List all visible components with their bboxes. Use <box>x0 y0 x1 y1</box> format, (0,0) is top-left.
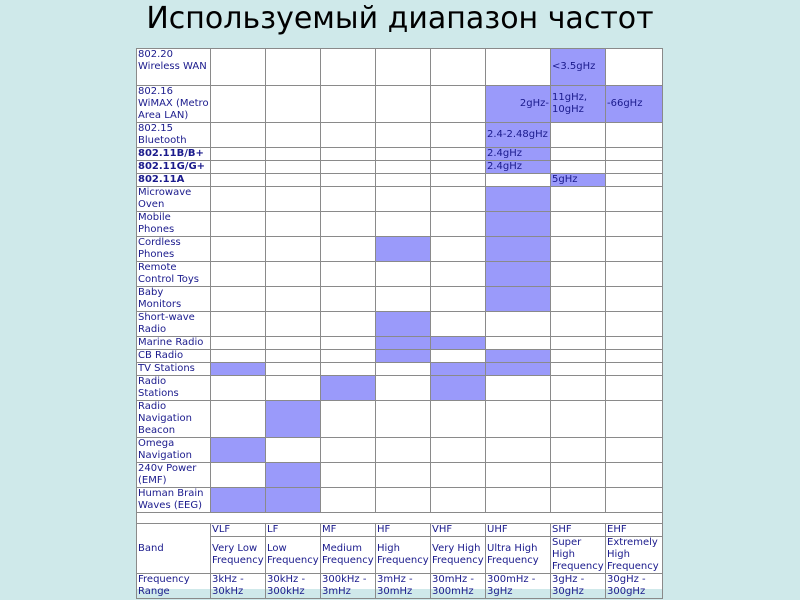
cell-lf <box>266 174 321 187</box>
band-name: Medium Frequency <box>321 537 376 574</box>
cell-ehf <box>606 212 663 237</box>
cell-ehf <box>606 350 663 363</box>
cell-uhf <box>486 237 551 262</box>
cell-vlf <box>211 401 266 438</box>
cell-hf <box>376 337 431 350</box>
cell-mf <box>321 123 376 148</box>
cell-lf <box>266 148 321 161</box>
cell-vlf <box>211 363 266 376</box>
frequency-range: 3gHz - 30gHz <box>551 574 606 599</box>
cell-lf <box>266 438 321 463</box>
cell-vlf <box>211 376 266 401</box>
cell-uhf <box>486 337 551 350</box>
band-code: EHF <box>606 524 663 537</box>
cell-hf <box>376 148 431 161</box>
cell-uhf: 2gHz- <box>486 86 551 123</box>
cell-shf <box>551 337 606 350</box>
cell-uhf <box>486 363 551 376</box>
cell-lf <box>266 350 321 363</box>
cell-shf <box>551 312 606 337</box>
table-row <box>137 262 663 287</box>
cell-shf <box>551 438 606 463</box>
cell-vhf <box>431 161 486 174</box>
cell-ehf <box>606 237 663 262</box>
cell-ehf <box>606 463 663 488</box>
band-name: Super High Frequency <box>552 537 604 572</box>
table-row <box>137 148 663 161</box>
cell-lf <box>266 463 321 488</box>
cell-mf <box>321 187 376 212</box>
row-label: 802.15 Bluetooth <box>137 123 211 148</box>
cell-hf <box>376 262 431 287</box>
cell-vlf <box>211 86 266 123</box>
cell-lf <box>266 86 321 123</box>
cell-mf <box>321 287 376 312</box>
cell-shf <box>551 187 606 212</box>
cell-shf <box>551 287 606 312</box>
cell-hf <box>376 401 431 438</box>
row-label: Mobile Phones <box>137 212 211 237</box>
cell-ehf <box>606 401 663 438</box>
cell-vhf <box>431 287 486 312</box>
cell-hf <box>376 376 431 401</box>
row-label: Cordless Phones <box>137 237 211 262</box>
cell-hf <box>376 174 431 187</box>
cell-uhf <box>486 262 551 287</box>
cell-ehf <box>606 312 663 337</box>
table-row <box>137 363 663 376</box>
row-label: Radio Navigation Beacon <box>137 401 211 438</box>
cell-shf <box>551 148 606 161</box>
cell-mf <box>321 376 376 401</box>
cell-uhf <box>486 212 551 237</box>
cell-lf <box>266 287 321 312</box>
table-row <box>137 463 663 488</box>
cell-uhf <box>486 312 551 337</box>
cell-vhf <box>431 350 486 363</box>
cell-hf <box>376 363 431 376</box>
cell-shf <box>551 401 606 438</box>
row-label: Baby Monitors <box>137 287 211 312</box>
cell-vlf <box>211 237 266 262</box>
cell-uhf <box>486 438 551 463</box>
cell-lf <box>266 376 321 401</box>
frequency-range: 300mHz - 3gHz <box>486 574 551 599</box>
row-label: 802.11B/B+ <box>137 148 211 161</box>
cell-lf <box>266 49 321 86</box>
cell-ehf <box>606 49 663 86</box>
cell-mf <box>321 174 376 187</box>
cell-hf <box>376 161 431 174</box>
cell-hf <box>376 237 431 262</box>
cell-hf <box>376 488 431 513</box>
cell-vlf <box>211 123 266 148</box>
table-row <box>137 49 663 86</box>
cell-mf <box>321 212 376 237</box>
cell-mf <box>321 262 376 287</box>
cell-vlf <box>211 161 266 174</box>
cell-shf <box>551 463 606 488</box>
cell-vhf <box>431 123 486 148</box>
frequency-table-panel <box>136 48 662 597</box>
cell-shf: 11gHz, 10gHz <box>551 86 606 123</box>
cell-vhf <box>431 401 486 438</box>
frequency-range: 30kHz - 300kHz <box>266 574 321 599</box>
frequency-range-row <box>137 574 663 599</box>
table-row <box>137 337 663 350</box>
row-label: 240v Power (EMF) <box>137 463 211 488</box>
cell-hf <box>376 86 431 123</box>
cell-lf <box>266 187 321 212</box>
cell-uhf <box>486 401 551 438</box>
cell-uhf: 2.4-2.48gHz <box>486 123 551 148</box>
row-label: Human Brain Waves (EEG) <box>137 488 211 513</box>
cell-vhf <box>431 438 486 463</box>
cell-vhf <box>431 376 486 401</box>
frequency-range-label: Frequency Range <box>137 574 211 599</box>
row-label: Radio Stations <box>137 376 211 401</box>
table-row <box>137 161 663 174</box>
cell-mf <box>321 148 376 161</box>
cell-ehf <box>606 376 663 401</box>
table-row <box>137 376 663 401</box>
table-row <box>137 287 663 312</box>
cell-mf <box>321 438 376 463</box>
frequency-range: 3kHz - 30kHz <box>211 574 266 599</box>
row-label: Microwave Oven <box>137 187 211 212</box>
table-row <box>137 86 663 123</box>
cell-mf <box>321 350 376 363</box>
band-code: VLF <box>211 524 266 537</box>
band-name: Ultra High Frequency <box>486 537 551 574</box>
cell-mf <box>321 237 376 262</box>
cell-uhf <box>486 350 551 363</box>
cell-shf: <3.5gHz <box>551 49 606 86</box>
cell-ehf <box>606 363 663 376</box>
spacer-row <box>137 513 663 524</box>
cell-ehf <box>606 438 663 463</box>
frequency-range: 30mHz - 300mHz <box>431 574 486 599</box>
cell-lf <box>266 401 321 438</box>
band-name: High Frequency <box>376 537 431 574</box>
cell-shf <box>551 161 606 174</box>
cell-vhf <box>431 49 486 86</box>
cell-vhf <box>431 337 486 350</box>
cell-lf <box>266 488 321 513</box>
row-label: Omega Navigation <box>137 438 211 463</box>
band-code: SHF <box>551 524 606 537</box>
table-row <box>137 187 663 212</box>
table-row <box>137 312 663 337</box>
cell-vhf <box>431 312 486 337</box>
cell-vlf <box>211 262 266 287</box>
spacer-cell <box>137 513 663 524</box>
band-name: Very Low Frequency <box>211 537 266 574</box>
cell-vlf <box>211 49 266 86</box>
table-row <box>137 123 663 148</box>
band-code: HF <box>376 524 431 537</box>
cell-vlf <box>211 148 266 161</box>
cell-mf <box>321 488 376 513</box>
band-name: Extremely High Frequency <box>606 537 663 574</box>
cell-uhf <box>486 174 551 187</box>
row-label: 802.16 WiMAX (Metro Area LAN) <box>138 86 209 121</box>
row-label: 802.11A <box>137 174 211 187</box>
cell-shf <box>551 488 606 513</box>
row-label: Remote Control Toys <box>137 262 211 287</box>
row-label: Short-wave Radio <box>137 312 211 337</box>
cell-mf <box>321 49 376 86</box>
cell-lf <box>266 123 321 148</box>
cell-vhf <box>431 86 486 123</box>
table-row <box>137 350 663 363</box>
cell-mf <box>321 161 376 174</box>
cell-shf <box>551 376 606 401</box>
row-label: TV Stations <box>137 363 211 376</box>
cell-lf <box>266 161 321 174</box>
band-code: LF <box>266 524 321 537</box>
cell-lf <box>266 337 321 350</box>
cell-mf <box>321 401 376 438</box>
cell-uhf <box>486 49 551 86</box>
band-code: UHF <box>486 524 551 537</box>
cell-vlf <box>211 212 266 237</box>
cell-uhf <box>486 463 551 488</box>
cell-ehf: -66gHz <box>606 86 663 123</box>
band-name: Low Frequency <box>266 537 321 574</box>
cell-shf <box>551 350 606 363</box>
band-code: MF <box>321 524 376 537</box>
cell-mf <box>321 363 376 376</box>
cell-vhf <box>431 488 486 513</box>
cell-vhf <box>431 187 486 212</box>
cell-lf <box>266 237 321 262</box>
cell-vhf <box>431 174 486 187</box>
cell-lf <box>266 212 321 237</box>
cell-vlf <box>211 488 266 513</box>
cell-ehf <box>606 148 663 161</box>
cell-shf <box>551 262 606 287</box>
band-label: Band <box>137 524 211 574</box>
band-code: VHF <box>431 524 486 537</box>
cell-uhf: 2.4gHz <box>486 148 551 161</box>
cell-vhf <box>431 463 486 488</box>
cell-shf <box>551 123 606 148</box>
table-row <box>137 174 663 187</box>
cell-vlf <box>211 350 266 363</box>
table-row <box>137 438 663 463</box>
frequency-range: 300kHz - 3mHz <box>321 574 376 599</box>
cell-hf <box>376 287 431 312</box>
table-row <box>137 237 663 262</box>
cell-ehf <box>606 488 663 513</box>
band-name: Very High Frequency <box>431 537 486 574</box>
cell-ehf <box>606 174 663 187</box>
slide-title: Используемый диапазон частот <box>146 1 654 36</box>
cell-hf <box>376 438 431 463</box>
cell-lf <box>266 312 321 337</box>
cell-ehf <box>606 337 663 350</box>
cell-uhf <box>486 187 551 212</box>
cell-vlf <box>211 287 266 312</box>
cell-vhf <box>431 363 486 376</box>
cell-ehf <box>606 262 663 287</box>
cell-shf <box>551 212 606 237</box>
cell-uhf <box>486 488 551 513</box>
row-label: 802.11G/G+ <box>137 161 211 174</box>
frequency-range: 3mHz - 30mHz <box>376 574 431 599</box>
cell-vlf <box>211 463 266 488</box>
cell-vhf <box>431 237 486 262</box>
row-label: Marine Radio <box>137 337 211 350</box>
cell-ehf <box>606 123 663 148</box>
cell-vhf <box>431 212 486 237</box>
cell-mf <box>321 337 376 350</box>
table-row <box>137 212 663 237</box>
table-row <box>137 401 663 438</box>
band-code-row <box>137 524 663 537</box>
frequency-range: 30gHz - 300gHz <box>606 574 663 599</box>
cell-uhf <box>486 287 551 312</box>
cell-shf <box>551 363 606 376</box>
cell-hf <box>376 350 431 363</box>
row-label: CB Radio <box>137 350 211 363</box>
cell-mf <box>321 86 376 123</box>
cell-uhf: 2.4gHz <box>486 161 551 174</box>
cell-shf <box>551 237 606 262</box>
cell-lf <box>266 363 321 376</box>
cell-uhf <box>486 376 551 401</box>
cell-vlf <box>211 337 266 350</box>
cell-hf <box>376 123 431 148</box>
cell-vlf <box>211 187 266 212</box>
cell-hf <box>376 49 431 86</box>
row-label: 802.20 Wireless WAN <box>137 49 211 86</box>
cell-hf <box>376 312 431 337</box>
cell-hf <box>376 187 431 212</box>
cell-vlf <box>211 438 266 463</box>
cell-vlf <box>211 312 266 337</box>
cell-ehf <box>606 287 663 312</box>
frequency-table <box>136 48 663 599</box>
cell-vhf <box>431 262 486 287</box>
cell-mf <box>321 312 376 337</box>
cell-hf <box>376 212 431 237</box>
cell-ehf <box>606 161 663 174</box>
cell-hf <box>376 463 431 488</box>
cell-ehf <box>606 187 663 212</box>
cell-mf <box>321 463 376 488</box>
band-name-row <box>137 537 663 574</box>
cell-vlf <box>211 174 266 187</box>
cell-lf <box>266 262 321 287</box>
cell-shf: 5gHz <box>551 174 606 187</box>
cell-vhf <box>431 148 486 161</box>
table-row <box>137 488 663 513</box>
